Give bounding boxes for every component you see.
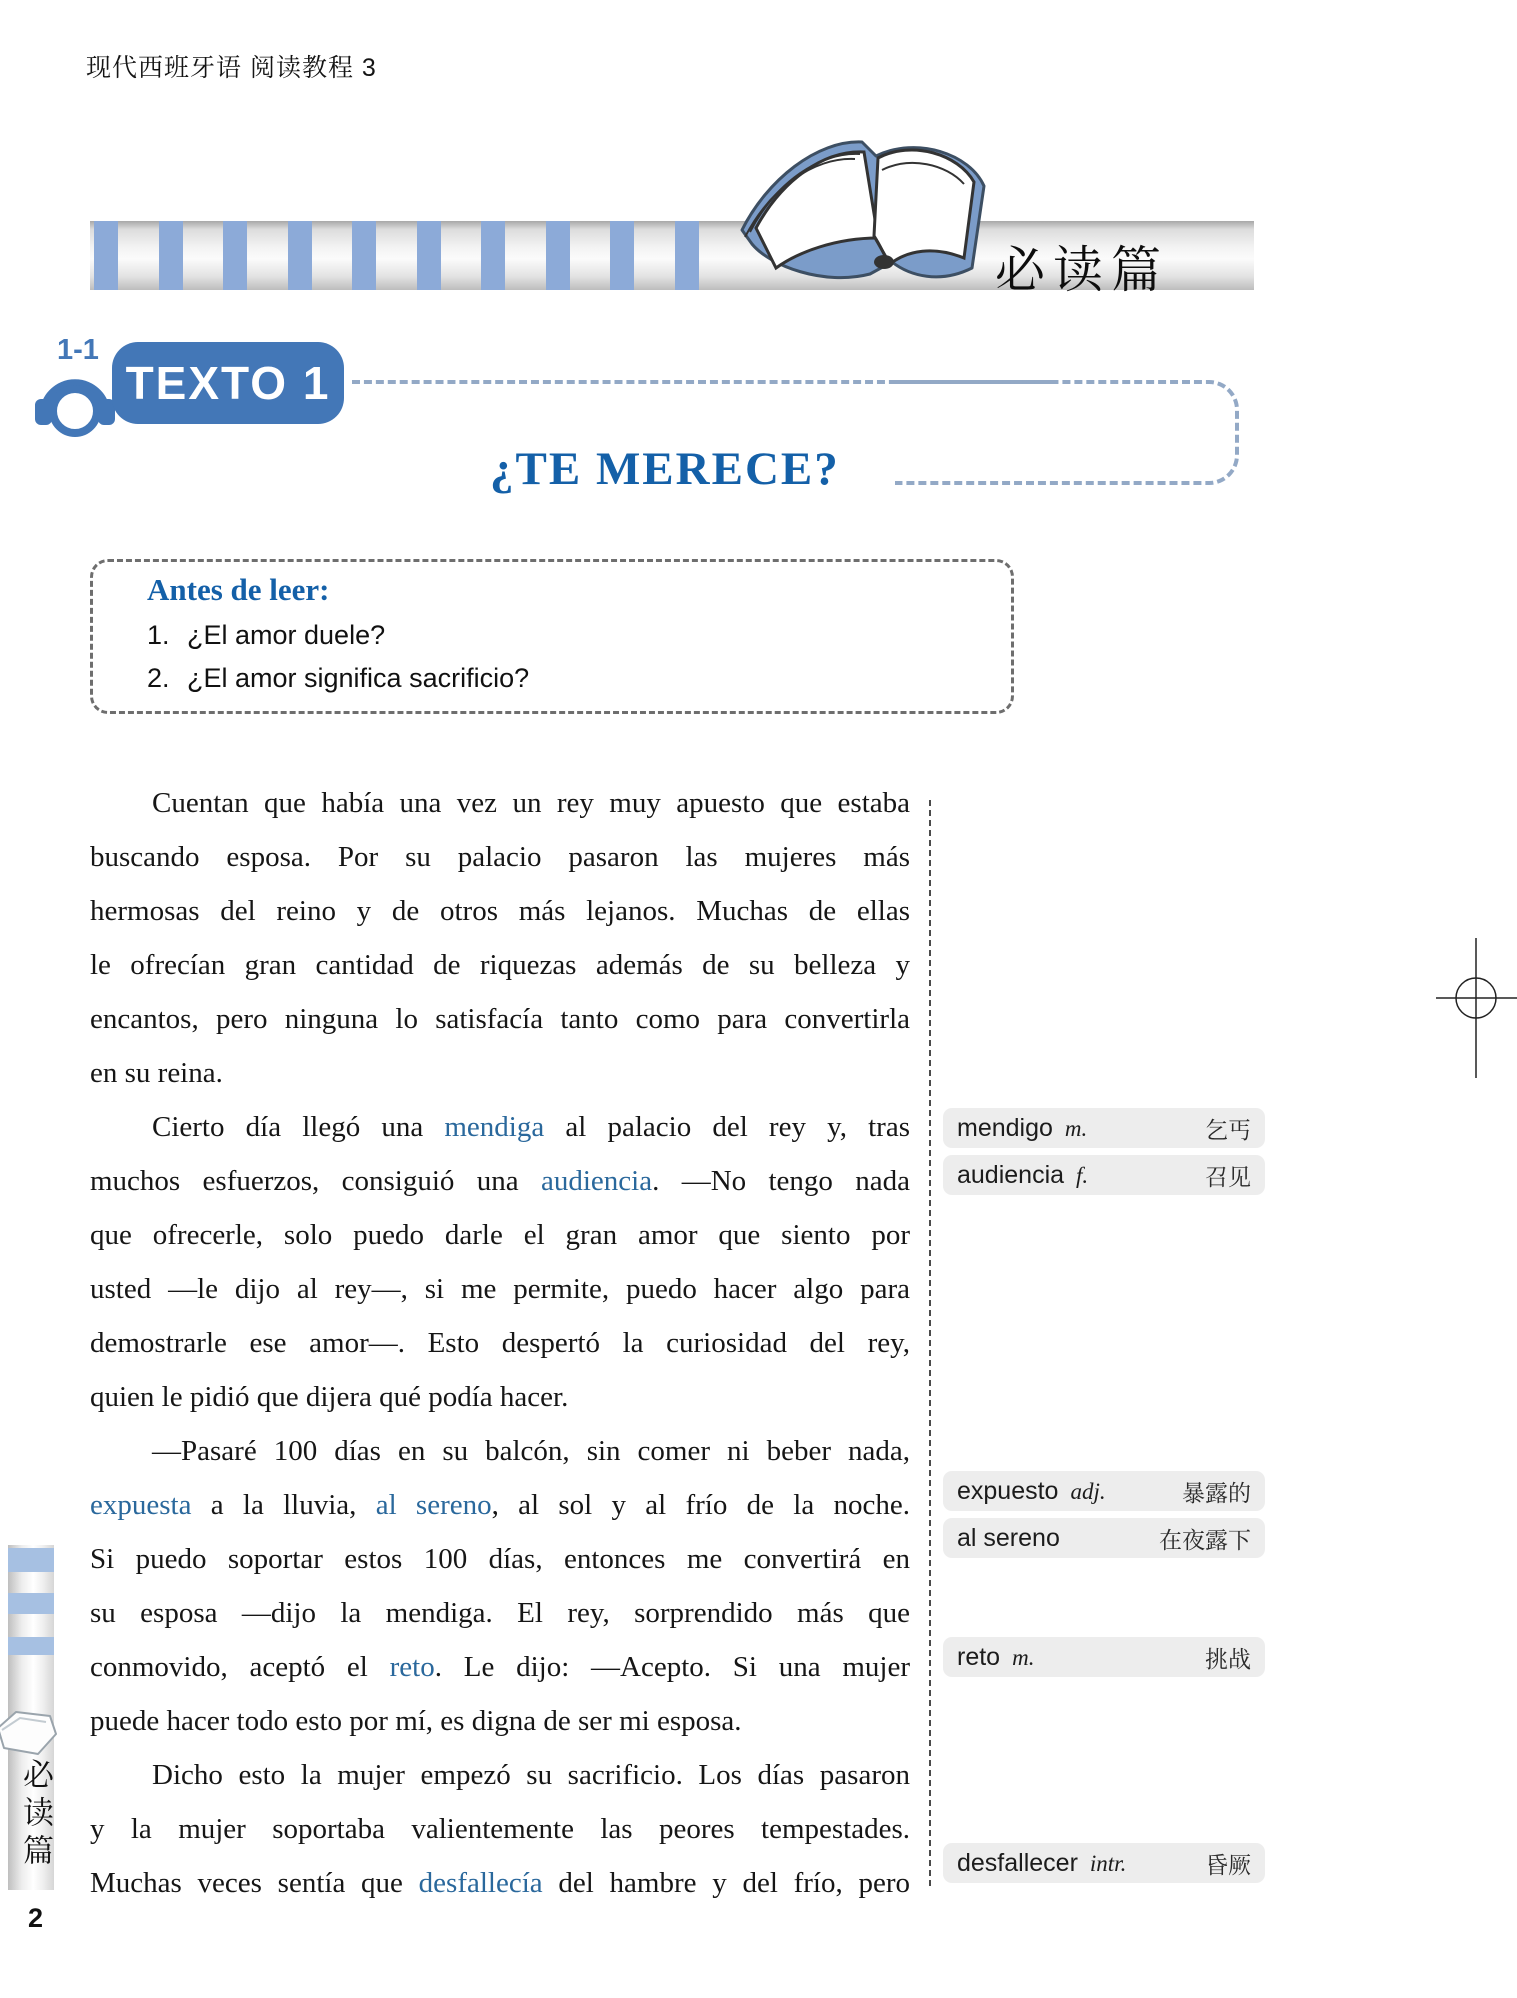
vocab-highlight-word: desfallecía — [418, 1867, 543, 1899]
vocab-divider-line — [929, 800, 931, 1886]
text-line — [90, 1694, 910, 1748]
vocab-entry — [943, 1637, 1265, 1677]
text-line — [90, 1532, 910, 1586]
reading-text — [90, 776, 910, 1910]
texto-badge: TEXTO 1 — [112, 342, 344, 424]
pre-reading-questions — [147, 620, 529, 694]
vocab-entry — [943, 1108, 1265, 1148]
vocab-meaning: 挑战 — [1205, 1645, 1251, 1672]
text-line — [90, 1478, 910, 1532]
vocab-pos: m. — [1012, 1644, 1035, 1670]
banner-stripe — [352, 221, 376, 290]
paper-scroll-icon — [0, 1706, 60, 1762]
text-line — [90, 938, 910, 992]
vocab-word: reto — [957, 1642, 1001, 1671]
banner-stripe — [159, 221, 183, 290]
banner-stripe — [223, 221, 247, 290]
text-segment: buscando esposa. Por su palacio pasaron las mujeres más — [90, 841, 910, 873]
text-line — [90, 1154, 910, 1208]
vocab-word: desfallecer — [957, 1848, 1078, 1877]
banner-stripe — [675, 221, 699, 290]
banner-section-label: 必读篇 — [995, 242, 1169, 298]
text-segment: —Pasaré 100 días en su balcón, sin comer ni beber nada, — [152, 1435, 910, 1467]
banner-stripe — [546, 221, 570, 290]
vocab-pos: m. — [1064, 1115, 1088, 1141]
text-segment: Cierto día llegó una — [152, 1111, 445, 1143]
open-book-icon — [712, 110, 1012, 300]
page-number: 2 — [28, 1903, 44, 1933]
side-tab-stripe — [8, 1548, 54, 1572]
vocab-meaning: 昏厥 — [1205, 1851, 1251, 1878]
text-segment: Muchas veces sentía que — [90, 1867, 419, 1899]
text-line — [90, 1208, 910, 1262]
vocab-word-group — [957, 1161, 1088, 1190]
side-tab-stripe — [8, 1593, 54, 1614]
text-segment: en su reina. — [90, 1057, 223, 1089]
pre-reading-box — [90, 559, 1014, 714]
text-line — [90, 1046, 910, 1100]
page-header-title: 现代西班牙语 阅读教程 3 — [86, 54, 377, 82]
text-line — [90, 884, 910, 938]
text-segment: al palacio del rey y, tras — [544, 1111, 910, 1143]
banner-stripe — [288, 221, 312, 290]
banner-stripe — [610, 221, 634, 290]
question-text: ¿El amor significa sacrificio? — [187, 663, 530, 693]
text-segment: quien le pidió que dijera qué podía hacer. — [90, 1381, 569, 1413]
audio-track-label: 1-1 — [57, 334, 99, 366]
text-segment: su esposa —dijo la mendiga. El rey, sorprendido más que — [90, 1597, 910, 1629]
vocab-highlight-word: reto — [389, 1651, 435, 1683]
vocab-highlight-word: expuesta — [90, 1489, 192, 1521]
pre-reading-heading: Antes de leer: — [147, 572, 330, 607]
question-text: ¿El amor duele? — [187, 620, 386, 650]
text-line — [90, 1640, 910, 1694]
vocab-entry — [943, 1518, 1265, 1558]
vocab-meaning: 暴露的 — [1182, 1479, 1251, 1506]
text-segment: hermosas del reino y de otros más lejanos. Muchas de ellas — [90, 895, 910, 927]
text-line — [90, 1262, 910, 1316]
vocab-meaning: 在夜露下 — [1159, 1526, 1251, 1553]
headphones-icon — [33, 361, 117, 441]
decorative-dashed-frame — [895, 380, 1239, 485]
vocab-word-group — [957, 1477, 1106, 1506]
text-line — [90, 830, 910, 884]
banner-stripe — [94, 221, 118, 290]
text-line — [90, 1856, 910, 1910]
text-line — [90, 1748, 910, 1802]
text-segment: conmovido, aceptó el — [90, 1651, 390, 1683]
text-segment: . —No tengo nada — [652, 1165, 910, 1197]
text-segment: Dicho esto la mujer empezó su sacrificio. Los días pasaron — [152, 1759, 910, 1791]
text-segment: que ofrecerle, solo puedo darle el gran amor que siento por — [90, 1219, 910, 1251]
vocab-entry — [943, 1471, 1265, 1511]
vocab-word-group — [957, 1524, 1060, 1553]
text-segment: del hambre y del frío, pero — [542, 1867, 910, 1899]
side-tab-label: 必读篇 — [18, 1758, 53, 1872]
text-line — [90, 1586, 910, 1640]
text-line — [90, 1100, 910, 1154]
vocab-word: expuesto — [957, 1476, 1059, 1505]
vocab-pos: intr. — [1089, 1850, 1127, 1876]
vocab-word: mendigo — [957, 1113, 1053, 1142]
text-segment: encantos, pero ninguna lo satisfacía tanto como para convertirla — [90, 1003, 910, 1035]
vocab-word: audiencia — [957, 1160, 1065, 1189]
text-segment: muchos esfuerzos, consiguió una — [90, 1165, 541, 1197]
text-segment: Si puedo soportar estos 100 días, entonces me convertirá en — [90, 1543, 910, 1575]
text-segment: le ofrecían gran cantidad de riquezas además de su belleza y — [90, 949, 910, 981]
text-line — [90, 776, 910, 830]
vocab-meaning: 乞丐 — [1205, 1116, 1251, 1143]
text-line — [90, 1370, 910, 1424]
vocab-pos: f. — [1076, 1162, 1089, 1188]
text-segment: a la lluvia, — [191, 1489, 376, 1521]
text-segment: y la mujer soportaba valientemente las peores tempestades. — [90, 1813, 910, 1845]
registration-crosshair-mark — [1436, 938, 1517, 1078]
text-segment: Cuentan que había una vez un rey muy apuesto que estaba — [152, 787, 910, 819]
vocab-word-group — [957, 1643, 1034, 1672]
question-number: 2. — [147, 663, 170, 693]
text-line — [90, 1424, 910, 1478]
page-title: ¿TE MERECE? — [490, 443, 840, 495]
text-line — [90, 1802, 910, 1856]
vocab-word-group — [957, 1114, 1087, 1143]
vocab-word-group — [957, 1849, 1126, 1878]
vocab-meaning: 召见 — [1205, 1163, 1251, 1190]
pre-reading-question — [147, 620, 529, 651]
text-line — [90, 1316, 910, 1370]
text-segment: usted —le dijo al rey—, si me permite, puedo hacer algo para — [90, 1273, 910, 1305]
banner-stripe — [417, 221, 441, 290]
banner-stripe — [481, 221, 505, 290]
text-segment: , al sol y al frío de la noche. — [491, 1489, 910, 1521]
vocab-word: al sereno — [957, 1523, 1060, 1552]
text-segment: . Le dijo: —Acepto. Si una mujer — [434, 1651, 910, 1683]
vocab-entry — [943, 1843, 1265, 1883]
pre-reading-question — [147, 663, 529, 694]
text-line — [90, 992, 910, 1046]
vocab-pos: adj. — [1070, 1478, 1106, 1504]
question-number: 1. — [147, 620, 170, 650]
vocab-highlight-word: mendiga — [444, 1111, 545, 1143]
vocab-highlight-word: audiencia — [540, 1165, 653, 1197]
vocab-entry — [943, 1155, 1265, 1195]
side-tab-stripe — [8, 1637, 54, 1655]
text-segment: demostrarle ese amor—. Esto despertó la curiosidad del rey, — [90, 1327, 910, 1359]
vocab-highlight-word: al sereno — [375, 1489, 492, 1521]
text-segment: puede hacer todo esto por mí, es digna de ser mi esposa. — [90, 1705, 742, 1737]
